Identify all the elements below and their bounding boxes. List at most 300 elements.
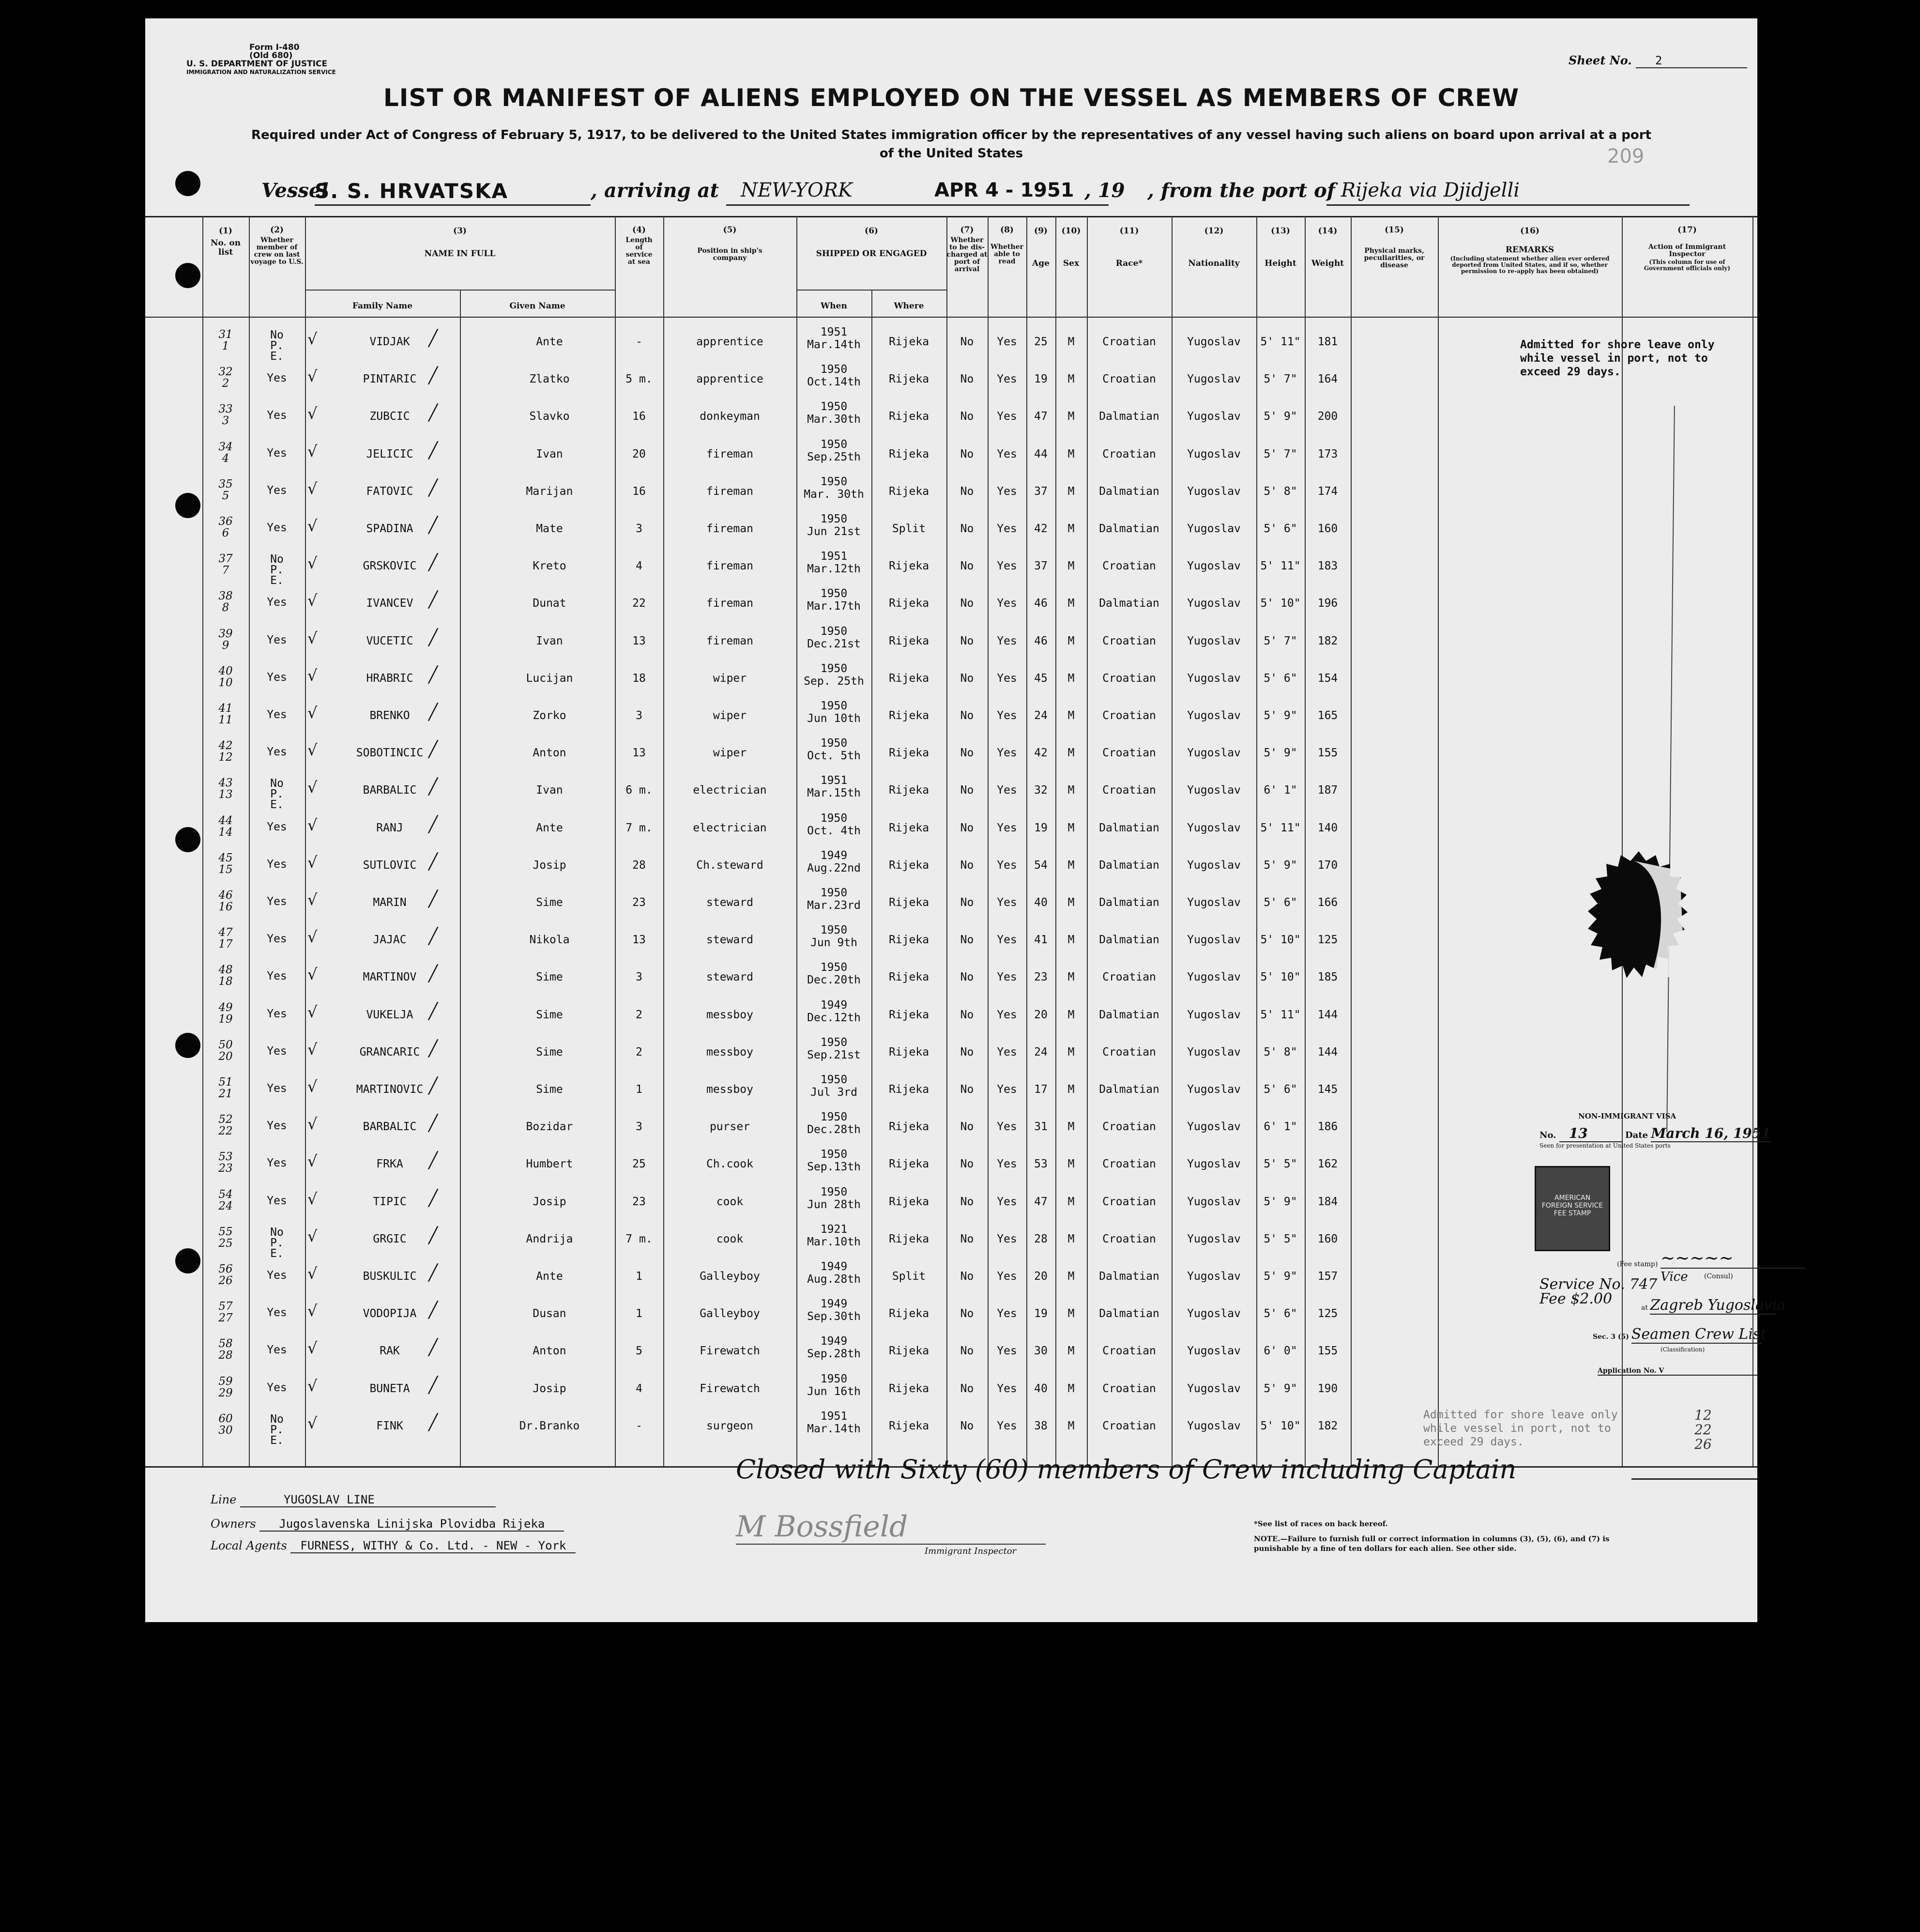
crew-family-name: GRGIC	[373, 1232, 407, 1245]
crew-service-length: 22	[632, 597, 646, 610]
checkmark-icon: √	[307, 479, 318, 498]
crew-discharged: No	[960, 522, 974, 535]
crew-shipped-year: 1950	[820, 961, 848, 974]
crew-weight: 145	[1317, 1083, 1338, 1096]
crew-service-length: 7 m.	[625, 821, 653, 834]
visa-section-label: Sec. 3 (5)	[1593, 1333, 1629, 1341]
crew-list-number-sheet: 49	[218, 1001, 233, 1014]
crew-shipped-year: 1951	[820, 326, 848, 338]
punch-hole	[175, 1248, 200, 1273]
crew-sex: M	[1067, 336, 1075, 348]
crew-shipped-when	[796, 363, 871, 388]
checkmark-icon: ╱	[428, 889, 438, 908]
crew-shipped-date: Mar.10th	[807, 1235, 861, 1248]
checkmark-icon: ╱	[428, 964, 438, 983]
crew-previous-voyage: Yes	[267, 1119, 287, 1133]
column-rule	[460, 290, 461, 1466]
crew-shipped-where: Rijeka	[888, 1307, 930, 1320]
crew-service-length: 6 m.	[625, 784, 653, 797]
crew-shipped-year: 1951	[820, 550, 848, 563]
col-header-service-length: (4) Length of service at sea	[625, 225, 653, 266]
crew-given-name: Nikola	[529, 934, 570, 947]
crew-list-number	[202, 1189, 249, 1212]
crew-weight: 125	[1317, 934, 1338, 947]
crew-age: 20	[1034, 1270, 1048, 1283]
crew-service-length: 1	[636, 1083, 642, 1096]
crew-height: 5' 10"	[1260, 1419, 1301, 1432]
form-number: Form I-480	[249, 43, 300, 52]
col-header-race: (11) Race*	[1115, 226, 1143, 268]
crew-race: Croatian	[1102, 560, 1156, 573]
crew-race: Croatian	[1102, 747, 1156, 760]
crew-position: steward	[706, 934, 753, 947]
checkmark-icon: ╱	[428, 814, 438, 833]
fee-stamp-text: AMERICAN FOREIGN SERVICE FEE STAMP	[1541, 1194, 1603, 1217]
crew-age: 23	[1034, 971, 1048, 984]
crew-service-length: 3	[636, 709, 642, 722]
crew-weight: 185	[1317, 971, 1338, 984]
crew-discharged: No	[960, 1232, 974, 1245]
crew-age: 19	[1034, 373, 1048, 386]
crew-family-name: GRSKOVIC	[363, 560, 417, 573]
crew-race: Croatian	[1102, 1382, 1156, 1395]
crew-age: 40	[1034, 896, 1048, 909]
crew-list-number-sheet: 35	[218, 477, 233, 491]
crew-family-name: FRKA	[376, 1158, 403, 1171]
crew-shipped-when	[796, 587, 871, 613]
crew-list-number-sheet: 59	[218, 1375, 233, 1388]
crew-given-name: Zlatko	[529, 373, 570, 386]
crew-list-number-page: 14	[218, 826, 233, 839]
punch-hole	[175, 263, 200, 288]
crew-sex: M	[1067, 522, 1075, 535]
crew-nationality: Yugoslav	[1187, 971, 1241, 984]
crew-list-number-page: 12	[218, 751, 233, 764]
column-rule	[1752, 216, 1753, 1466]
crew-list-number-sheet: 38	[218, 590, 233, 603]
crew-shipped-year: 1950	[820, 587, 848, 600]
column-rule	[305, 216, 306, 1466]
crew-list-number-sheet: 46	[218, 889, 233, 902]
crew-nationality: Yugoslav	[1187, 1232, 1241, 1245]
vessel-label: Vessel	[261, 179, 329, 202]
crew-list-number-sheet: 51	[218, 1076, 233, 1089]
crew-shipped-where: Rijeka	[888, 672, 930, 685]
crew-sex: M	[1067, 597, 1075, 610]
crew-discharged: No	[960, 410, 974, 423]
crew-height: 5' 10"	[1260, 597, 1301, 610]
checkmark-icon: ╱	[428, 590, 438, 609]
crew-discharged: No	[960, 1120, 974, 1134]
crew-family-name: BRENKO	[369, 709, 410, 722]
crew-list-number-sheet: 37	[218, 552, 233, 566]
crew-previous-voyage: Yes	[267, 1082, 287, 1095]
punch-hole	[175, 1033, 200, 1058]
checkmark-icon: ╱	[428, 628, 438, 646]
crew-list-number-sheet: 55	[218, 1225, 233, 1238]
checkmark-icon: √	[307, 890, 318, 909]
table-top-rule	[145, 216, 1757, 217]
crew-position: Firewatch	[700, 1345, 760, 1358]
crew-given-name: Anton	[533, 747, 566, 760]
checkmark-icon: √	[307, 591, 318, 610]
crew-nationality: Yugoslav	[1187, 859, 1241, 872]
crew-able-to-read: Yes	[997, 1045, 1017, 1058]
crew-previous-voyage: Yes	[267, 372, 287, 385]
crew-shipped-where: Rijeka	[888, 336, 930, 348]
remark-shore-leave-top: Admitted for shore leave only while vessel in port, not to exceed 29 days.	[1520, 338, 1715, 378]
crew-able-to-read: Yes	[997, 1419, 1017, 1432]
col-header-inspector-action: (17) Action of Immigrant Inspector (This column for use of Government officials only)	[1644, 225, 1731, 272]
crew-weight: 170	[1317, 859, 1338, 872]
crew-race: Croatian	[1102, 1045, 1156, 1058]
crew-family-name: BARBALIC	[363, 1120, 417, 1134]
crew-age: 47	[1034, 1195, 1048, 1208]
visa-section-line	[1593, 1326, 1767, 1344]
checkmark-icon: ╱	[428, 740, 438, 759]
crew-shipped-where: Rijeka	[888, 1083, 930, 1096]
crew-shipped-date: Mar. 30th	[804, 488, 864, 501]
crew-list-number	[202, 441, 249, 464]
crew-shipped-date: Mar.14th	[807, 338, 861, 351]
crew-shipped-when	[796, 400, 871, 426]
crew-given-name: Mate	[536, 522, 563, 535]
checkmark-icon: ╱	[428, 852, 438, 871]
crew-list-number	[202, 777, 249, 800]
crew-previous-voyage: Yes	[267, 1007, 287, 1020]
crew-list-number-page: 21	[218, 1088, 233, 1100]
crew-previous-voyage: Yes	[267, 633, 287, 646]
crew-position: messboy	[706, 1045, 753, 1058]
crew-weight: 174	[1317, 485, 1338, 498]
crew-discharged: No	[960, 1419, 974, 1432]
crew-height: 5' 6"	[1264, 1083, 1297, 1096]
crew-nationality: Yugoslav	[1187, 336, 1241, 348]
crew-shipped-date: Mar.23rd	[807, 899, 861, 912]
crew-sex: M	[1067, 1232, 1075, 1245]
crew-shipped-where: Rijeka	[888, 747, 930, 760]
crew-given-name: Humbert	[526, 1158, 573, 1171]
crew-height: 5' 6"	[1264, 896, 1297, 909]
crew-given-name: Lucijan	[526, 672, 573, 685]
crew-weight: 186	[1317, 1120, 1338, 1134]
crew-position: steward	[706, 896, 753, 909]
crew-previous-voyage: Yes	[267, 484, 287, 497]
crew-given-name: Sime	[536, 1045, 563, 1058]
crew-previous-voyage: Yes	[267, 446, 287, 460]
crew-race: Croatian	[1102, 784, 1156, 797]
crew-list-number	[202, 740, 249, 763]
crew-previous-voyage: Yes	[267, 933, 287, 946]
crew-position: electrician	[693, 821, 767, 834]
crew-family-name: TIPIC	[373, 1195, 407, 1208]
crew-able-to-read: Yes	[997, 597, 1017, 610]
crew-race: Dalmatian	[1099, 859, 1159, 872]
crew-race: Dalmatian	[1099, 1307, 1159, 1320]
crew-discharged: No	[960, 896, 974, 909]
crew-nationality: Yugoslav	[1187, 1120, 1241, 1134]
crew-list-number-page: 4	[222, 452, 229, 465]
crew-position: apprentice	[696, 373, 763, 386]
page-title: LIST OR MANIFEST OF ALIENS EMPLOYED ON THE VESSEL AS MEMBERS OF CREW	[383, 84, 1520, 112]
crew-shipped-when	[796, 812, 871, 837]
checkmark-icon: √	[307, 1302, 318, 1320]
crew-family-name: VUKELJA	[366, 1008, 413, 1021]
crew-height: 5' 9"	[1264, 1195, 1297, 1208]
crew-list-number-page: 3	[222, 414, 229, 428]
crew-list-number	[202, 703, 249, 726]
crew-shipped-when	[796, 326, 871, 351]
crew-family-name: MARTINOV	[363, 971, 417, 984]
crew-race: Croatian	[1102, 971, 1156, 984]
crew-given-name: Slavko	[529, 410, 570, 423]
crew-family-name: MARIN	[373, 896, 407, 909]
crew-shipped-where: Rijeka	[888, 1232, 930, 1245]
crew-position: wiper	[713, 672, 747, 685]
checkmark-icon: ╱	[428, 927, 438, 946]
crew-given-name: Ivan	[536, 447, 563, 460]
crew-nationality: Yugoslav	[1187, 672, 1241, 685]
crew-race: Dalmatian	[1099, 1008, 1159, 1021]
crew-shipped-where: Rijeka	[888, 447, 930, 460]
crew-shipped-date: Sep.25th	[807, 450, 861, 463]
crew-sex: M	[1067, 896, 1075, 909]
crew-sex: M	[1067, 1419, 1075, 1432]
crew-sex: M	[1067, 560, 1075, 573]
crew-family-name: FATOVIC	[366, 485, 413, 498]
crew-age: 17	[1034, 1083, 1048, 1096]
crew-age: 24	[1034, 1045, 1048, 1058]
crew-nationality: Yugoslav	[1187, 1008, 1241, 1021]
crew-previous-voyage: Yes	[267, 596, 287, 609]
crew-service-length: 13	[632, 934, 646, 947]
crew-able-to-read: Yes	[997, 1345, 1017, 1358]
crew-list-number	[202, 403, 249, 427]
visa-date: March 16, 1951	[1651, 1125, 1771, 1141]
visa-place: Zagreb Yugoslavia	[1650, 1297, 1786, 1314]
crew-race: Croatian	[1102, 1195, 1156, 1208]
fee-stamp-label: (Fee stamp)	[1617, 1260, 1658, 1268]
crew-race: Croatian	[1102, 634, 1156, 647]
crew-family-name: VIDJAK	[369, 336, 410, 348]
crew-sex: M	[1067, 747, 1075, 760]
crew-sex: M	[1067, 1382, 1075, 1395]
consul-label: (Consul)	[1704, 1273, 1733, 1280]
crew-sex: M	[1067, 410, 1075, 423]
crew-position: fireman	[706, 447, 753, 460]
remark-ditto-line	[1666, 406, 1675, 1132]
crew-weight: 157	[1317, 1270, 1338, 1283]
crew-previous-voyage: Yes	[267, 1381, 287, 1394]
crew-list-number-page: 13	[218, 788, 233, 801]
crew-weight: 160	[1317, 1232, 1338, 1245]
crew-height: 5' 6"	[1264, 522, 1297, 535]
checkmark-icon: √	[307, 778, 318, 797]
crew-nationality: Yugoslav	[1187, 373, 1241, 386]
crew-sex: M	[1067, 859, 1075, 872]
visa-at-label: at	[1641, 1304, 1648, 1312]
crew-list-number-page: 24	[218, 1199, 233, 1212]
crew-weight: 190	[1317, 1382, 1338, 1395]
crew-nationality: Yugoslav	[1187, 709, 1241, 722]
visa-no-label: No.	[1539, 1130, 1556, 1140]
crew-sex: M	[1067, 1120, 1075, 1134]
crew-shipped-date: Mar.15th	[807, 787, 861, 800]
crew-discharged: No	[960, 560, 974, 573]
crew-discharged: No	[960, 634, 974, 647]
crew-sex: M	[1067, 971, 1075, 984]
column-rule	[871, 290, 872, 1466]
crew-weight: 181	[1317, 336, 1338, 348]
crew-service-length: 5	[636, 1345, 642, 1358]
service-number: Service No. 747	[1539, 1276, 1658, 1293]
crew-able-to-read: Yes	[997, 784, 1017, 797]
crew-shipped-where: Rijeka	[888, 634, 930, 647]
crew-list-number	[202, 1301, 249, 1324]
crew-discharged: No	[960, 821, 974, 834]
crew-list-number	[202, 553, 249, 576]
crew-list-number-page: 26	[218, 1274, 233, 1287]
crew-shipped-year: 1950	[820, 887, 848, 899]
crew-position: fireman	[706, 485, 753, 498]
punch-hole	[175, 493, 200, 518]
crew-age: 46	[1034, 597, 1048, 610]
checkmark-icon: √	[307, 404, 318, 423]
col-header-nationality: (12) Nationality	[1188, 226, 1240, 268]
crew-position: steward	[706, 971, 753, 984]
col-header-name: (3) NAME IN FULL	[424, 226, 496, 259]
crew-shipped-year: 1949	[820, 1335, 848, 1348]
crew-shipped-year: 1950	[820, 1185, 848, 1198]
crew-race: Dalmatian	[1099, 597, 1159, 610]
checkmark-icon: √	[307, 1002, 318, 1021]
crew-list-number	[202, 927, 249, 950]
fee-stamp-icon	[1535, 1166, 1610, 1251]
crew-shipped-where: Rijeka	[888, 1008, 930, 1021]
crew-age: 20	[1034, 1008, 1048, 1021]
visa-at-line	[1641, 1297, 1786, 1315]
crew-list-number	[202, 590, 249, 613]
service-fee	[1539, 1277, 1657, 1306]
crew-shipped-when	[796, 1186, 871, 1211]
crew-race: Dalmatian	[1099, 934, 1159, 947]
crew-race: Croatian	[1102, 1120, 1156, 1134]
crew-previous-voyage: Yes	[267, 858, 287, 871]
crew-weight: 164	[1317, 373, 1338, 386]
crew-family-name: MARTINOVIC	[356, 1083, 424, 1096]
crew-family-name: JELICIC	[366, 447, 413, 460]
crew-list-number-sheet: 52	[218, 1113, 233, 1126]
crew-shipped-date: Oct. 4th	[807, 824, 861, 837]
crew-given-name: Josip	[533, 1382, 566, 1395]
checkmark-icon: ╱	[428, 703, 438, 721]
consul-title: Vice	[1661, 1270, 1688, 1284]
crew-list-number-sheet: 33	[218, 403, 233, 416]
crew-given-name: Ante	[536, 1270, 563, 1283]
crew-race: Croatian	[1102, 1158, 1156, 1171]
crew-list-number	[202, 1263, 249, 1287]
crew-shipped-where: Rijeka	[888, 560, 930, 573]
line-label: Line	[211, 1493, 237, 1506]
crew-age: 30	[1034, 1345, 1048, 1358]
crew-weight: 165	[1317, 709, 1338, 722]
crew-height: 5' 11"	[1260, 1008, 1301, 1021]
crew-shipped-date: Sep.21st	[807, 1048, 861, 1061]
crew-shipped-where: Rijeka	[888, 1345, 930, 1358]
checkmark-icon: √	[307, 367, 318, 386]
crew-shipped-where: Rijeka	[888, 709, 930, 722]
crew-list-number-sheet: 57	[218, 1300, 233, 1313]
header-bottom-rule	[145, 317, 1757, 318]
crew-given-name: Sime	[536, 896, 563, 909]
crew-discharged: No	[960, 971, 974, 984]
crew-able-to-read: Yes	[997, 747, 1017, 760]
crew-discharged: No	[960, 1008, 974, 1021]
crew-weight: 182	[1317, 1419, 1338, 1432]
crew-height: 5' 5"	[1264, 1158, 1297, 1171]
crew-able-to-read: Yes	[997, 672, 1017, 685]
crew-shipped-year: 1950	[820, 662, 848, 675]
crew-service-length: 2	[636, 1008, 642, 1021]
crew-given-name: Bozidar	[526, 1120, 573, 1134]
crew-sex: M	[1067, 1158, 1075, 1171]
footer-owners	[211, 1517, 564, 1531]
crew-given-name: Zorko	[533, 709, 566, 722]
crew-shipped-date: Dec.20th	[807, 974, 861, 987]
checkmark-icon: ╱	[428, 1151, 438, 1170]
crew-shipped-where: Rijeka	[888, 821, 930, 834]
col-header-where: Where	[894, 301, 924, 311]
col-header-discharged: (7) Whether to be dis-charged at port of arrival	[946, 225, 988, 273]
crew-weight: 125	[1317, 1307, 1338, 1320]
crew-sex: M	[1067, 821, 1075, 834]
crew-sex: M	[1067, 709, 1075, 722]
crew-race: Croatian	[1102, 709, 1156, 722]
crew-age: 19	[1034, 1307, 1048, 1320]
application-number: Application No. V	[1598, 1367, 1757, 1376]
crew-able-to-read: Yes	[997, 485, 1017, 498]
crew-family-name: RANJ	[376, 821, 403, 834]
crew-shipped-year: 1950	[820, 924, 848, 937]
crew-position: purser	[709, 1120, 750, 1134]
crew-service-length: 4	[636, 1382, 642, 1395]
crew-able-to-read: Yes	[997, 1195, 1017, 1208]
col-header-read: (8) Whether able to read	[990, 225, 1023, 265]
crew-list-number-sheet: 34	[218, 440, 233, 453]
crew-shipped-date: Sep.13th	[807, 1161, 861, 1174]
crew-list-number	[202, 1114, 249, 1137]
crew-given-name: Josip	[533, 859, 566, 872]
crew-list-number	[202, 628, 249, 651]
checkmark-icon: √	[307, 442, 318, 460]
crew-able-to-read: Yes	[997, 821, 1017, 834]
crew-shipped-where: Split	[892, 522, 926, 535]
col-header-no: (1) No. on list	[210, 226, 241, 257]
crew-able-to-read: Yes	[997, 971, 1017, 984]
crew-service-length: 3	[636, 522, 642, 535]
crew-service-length: 7 m.	[625, 1232, 653, 1245]
crew-list-number-page: 17	[218, 938, 233, 951]
vessel-line	[261, 179, 1675, 208]
crew-shipped-when	[796, 1373, 871, 1398]
crew-list-number-page: 30	[218, 1424, 233, 1437]
crew-family-name: VUCETIC	[366, 634, 413, 647]
visa-heading: NON-IMMIGRANT VISA	[1578, 1112, 1676, 1120]
crew-able-to-read: Yes	[997, 522, 1017, 535]
checkmark-icon: ╱	[428, 366, 438, 385]
crew-service-length: 1	[636, 1270, 642, 1283]
crew-previous-voyage: Yes	[267, 895, 287, 908]
